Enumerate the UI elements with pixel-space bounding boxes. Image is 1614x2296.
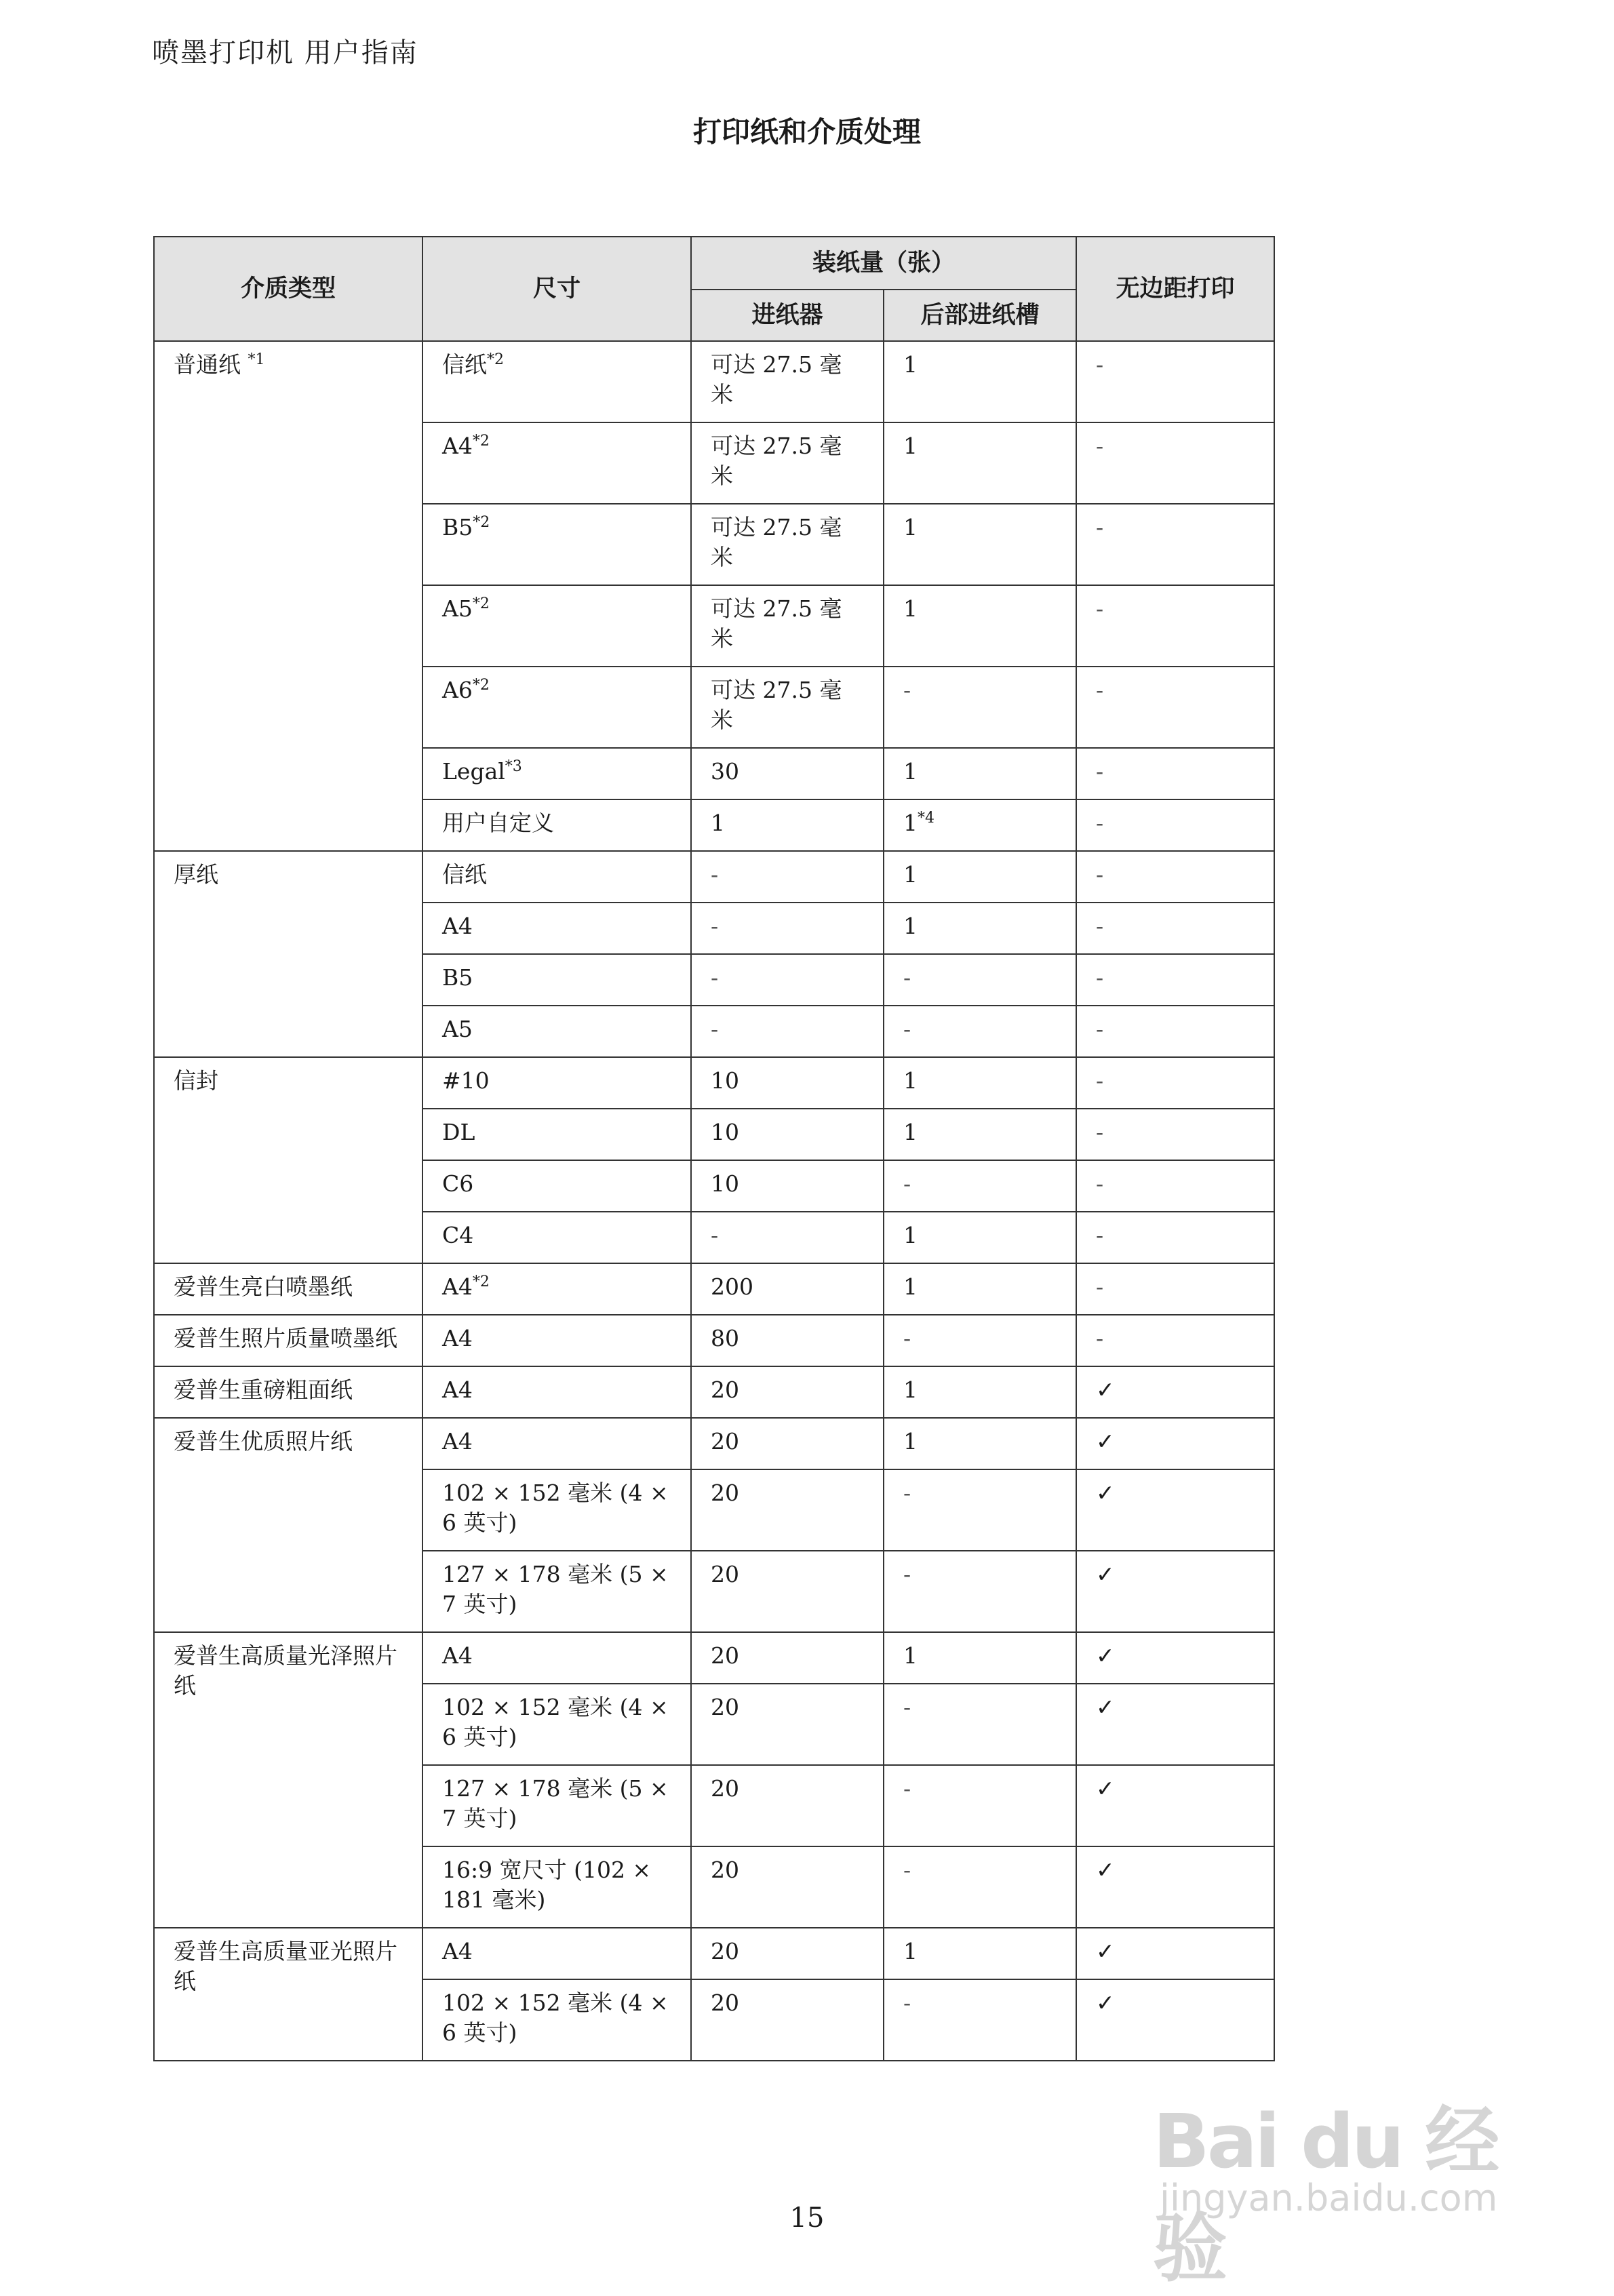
cell-media-type <box>154 1315 422 1366</box>
cell-borderless: - <box>1076 1212 1274 1263</box>
cell-rear-slot-capacity <box>884 1057 1076 1109</box>
rear-slot-text: 1 <box>903 433 918 459</box>
cell-size <box>422 1765 691 1846</box>
rear-slot-text: - <box>903 1857 911 1883</box>
cell-rear-slot-capacity <box>884 748 1076 799</box>
size-text: B5 <box>442 964 473 991</box>
cell-size <box>422 799 691 851</box>
cell-feeder-capacity: 可达 27.5 毫米 <box>691 341 884 422</box>
rear-slot-text: 1 <box>903 913 918 939</box>
cell-size <box>422 903 691 954</box>
cell-rear-slot-capacity <box>884 1632 1076 1684</box>
cell-borderless: - <box>1076 341 1274 422</box>
cell-feeder-capacity: 可达 27.5 毫米 <box>691 585 884 667</box>
borderless-check-icon: ✓ <box>1076 1846 1274 1928</box>
media-capacity-table <box>153 236 1275 2061</box>
size-text: 信纸 <box>442 351 487 378</box>
size-text: DL <box>442 1119 475 1145</box>
size-text: C4 <box>442 1222 474 1248</box>
cell-size <box>422 1979 691 2061</box>
borderless-check-icon: ✓ <box>1076 1469 1274 1551</box>
cell-borderless: - <box>1076 1109 1274 1160</box>
table-row <box>154 1366 1274 1418</box>
table-row <box>154 851 1274 903</box>
cell-size <box>422 422 691 504</box>
cell-borderless: - <box>1076 585 1274 667</box>
rear-slot-text: 1 <box>903 1119 918 1145</box>
col-header-borderless: 无边距打印 <box>1076 237 1274 341</box>
cell-size <box>422 1366 691 1418</box>
size-text: B5 <box>442 514 473 540</box>
table-row <box>154 341 1274 422</box>
cell-rear-slot-capacity <box>884 667 1076 748</box>
size-text: 信纸 <box>442 861 487 888</box>
size-text: A4 <box>442 1642 473 1669</box>
rear-slot-text: 1 <box>903 1428 918 1454</box>
rear-slot-text: 1 <box>903 351 918 378</box>
cell-borderless: - <box>1076 903 1274 954</box>
cell-size <box>422 1212 691 1263</box>
cell-rear-slot-capacity <box>884 903 1076 954</box>
table-row <box>154 1315 1274 1366</box>
borderless-check-icon: ✓ <box>1076 1632 1274 1684</box>
rear-slot-text: 1 <box>903 861 918 888</box>
table-header <box>154 237 1274 341</box>
rear-slot-text: 1 <box>903 1938 918 1964</box>
cell-feeder-capacity: 20 <box>691 1418 884 1469</box>
cell-borderless: - <box>1076 1263 1274 1315</box>
rear-slot-text: 1 <box>903 1222 918 1248</box>
cell-rear-slot-capacity <box>884 341 1076 422</box>
rear-slot-text: 1 <box>903 1273 918 1300</box>
cell-rear-slot-capacity <box>884 1469 1076 1551</box>
cell-media-type <box>154 1418 422 1632</box>
cell-feeder-capacity: 20 <box>691 1366 884 1418</box>
size-text: 102 × 152 毫米 (4 × 6 英寸) <box>442 1990 669 2046</box>
table-body <box>154 341 1274 2061</box>
size-text: 127 × 178 毫米 (5 × 7 英寸) <box>442 1561 669 1617</box>
cell-size <box>422 504 691 585</box>
cell-feeder-capacity: - <box>691 903 884 954</box>
section-title: 打印纸和介质处理 <box>692 115 921 149</box>
cell-size <box>422 341 691 422</box>
cell-borderless: - <box>1076 851 1274 903</box>
rear-slot-text: - <box>903 964 911 991</box>
cell-rear-slot-capacity <box>884 799 1076 851</box>
cell-feeder-capacity: 20 <box>691 1469 884 1551</box>
watermark-logo: Bai du 经验 <box>1153 2098 1497 2292</box>
cell-feeder-capacity: 1 <box>691 799 884 851</box>
cell-borderless: - <box>1076 748 1274 799</box>
document-header: 喷墨打印机 用户指南 <box>152 37 418 68</box>
media-type-text: 爱普生优质照片纸 <box>174 1428 353 1454</box>
table-row <box>154 1418 1274 1469</box>
cell-feeder-capacity: 10 <box>691 1057 884 1109</box>
cell-feeder-capacity: 30 <box>691 748 884 799</box>
cell-borderless: - <box>1076 799 1274 851</box>
size-text: A5 <box>442 595 473 622</box>
cell-borderless: - <box>1076 954 1274 1006</box>
cell-media-type <box>154 1057 422 1263</box>
cell-rear-slot-capacity <box>884 954 1076 1006</box>
borderless-check-icon: ✓ <box>1076 1684 1274 1765</box>
media-type-text: 爱普生亮白喷墨纸 <box>174 1273 353 1300</box>
cell-size <box>422 1418 691 1469</box>
cell-media-type <box>154 851 422 1057</box>
media-type-text: 普通纸 <box>174 351 241 378</box>
cell-feeder-capacity: 20 <box>691 1928 884 1979</box>
cell-size <box>422 1469 691 1551</box>
rear-slot-text: 1 <box>903 1377 918 1403</box>
rear-slot-text: - <box>903 1561 911 1587</box>
cell-size <box>422 748 691 799</box>
rear-slot-text: - <box>903 1325 911 1351</box>
rear-slot-text: - <box>903 677 911 703</box>
rear-slot-text: 1 <box>903 1067 918 1094</box>
footnote-marker: *2 <box>472 677 490 694</box>
table-row <box>154 1057 1274 1109</box>
cell-media-type <box>154 341 422 851</box>
size-text: 16:9 宽尺寸 (102 × 181 毫米) <box>442 1857 652 1913</box>
cell-size <box>422 1057 691 1109</box>
size-text: 102 × 152 毫米 (4 × 6 英寸) <box>442 1694 669 1750</box>
borderless-check-icon: ✓ <box>1076 1366 1274 1418</box>
footnote-marker: *2 <box>487 351 504 368</box>
table-row <box>154 1928 1274 1979</box>
rear-slot-text: - <box>903 1016 911 1042</box>
cell-media-type <box>154 1366 422 1418</box>
size-text: Legal <box>442 758 505 785</box>
cell-feeder-capacity: 可达 27.5 毫米 <box>691 504 884 585</box>
size-text: A4 <box>442 433 473 459</box>
cell-media-type <box>154 1928 422 2061</box>
borderless-check-icon: ✓ <box>1076 1551 1274 1632</box>
cell-feeder-capacity: 可达 27.5 毫米 <box>691 667 884 748</box>
cell-size <box>422 1846 691 1928</box>
cell-rear-slot-capacity <box>884 1684 1076 1765</box>
cell-rear-slot-capacity <box>884 1551 1076 1632</box>
cell-size <box>422 1263 691 1315</box>
table-row <box>154 1632 1274 1684</box>
rear-slot-text: 1 <box>903 810 918 836</box>
cell-rear-slot-capacity <box>884 1160 1076 1212</box>
rear-slot-text: - <box>903 1480 911 1506</box>
cell-borderless: - <box>1076 1057 1274 1109</box>
size-text: 102 × 152 毫米 (4 × 6 英寸) <box>442 1480 669 1536</box>
cell-feeder-capacity: 20 <box>691 1765 884 1846</box>
cell-feeder-capacity: 10 <box>691 1160 884 1212</box>
col-header-capacity: 装纸量（张） <box>691 237 1076 290</box>
cell-size <box>422 667 691 748</box>
borderless-check-icon: ✓ <box>1076 1979 1274 2061</box>
media-type-text: 爱普生高质量亚光照片纸 <box>174 1938 397 1994</box>
watermark-url: jingyan.baidu.com <box>1160 2177 1498 2219</box>
footnote-marker: *4 <box>918 810 934 827</box>
cell-rear-slot-capacity <box>884 1418 1076 1469</box>
page-number: 15 <box>789 2202 825 2234</box>
cell-rear-slot-capacity <box>884 1765 1076 1846</box>
cell-feeder-capacity: 可达 27.5 毫米 <box>691 422 884 504</box>
rear-slot-text: 1 <box>903 1642 918 1669</box>
rear-slot-text: 1 <box>903 514 918 540</box>
cell-borderless: - <box>1076 1160 1274 1212</box>
cell-size <box>422 1551 691 1632</box>
footnote-marker: *2 <box>472 433 490 450</box>
col-header-size: 尺寸 <box>422 237 691 341</box>
size-text: A4 <box>442 1325 473 1351</box>
cell-rear-slot-capacity <box>884 1846 1076 1928</box>
footnote-marker: *3 <box>505 758 522 775</box>
cell-rear-slot-capacity <box>884 504 1076 585</box>
rear-slot-text: - <box>903 1694 911 1720</box>
cell-size <box>422 851 691 903</box>
cell-size <box>422 1315 691 1366</box>
cell-rear-slot-capacity <box>884 1315 1076 1366</box>
cell-size <box>422 1109 691 1160</box>
cell-feeder-capacity: 200 <box>691 1263 884 1315</box>
cell-rear-slot-capacity <box>884 585 1076 667</box>
cell-rear-slot-capacity <box>884 1928 1076 1979</box>
cell-size <box>422 954 691 1006</box>
media-type-text: 厚纸 <box>174 861 218 888</box>
cell-borderless: - <box>1076 422 1274 504</box>
cell-borderless: - <box>1076 1315 1274 1366</box>
size-text: A4 <box>442 1273 473 1300</box>
table-row <box>154 1263 1274 1315</box>
cell-rear-slot-capacity <box>884 1006 1076 1057</box>
size-text: #10 <box>442 1067 490 1094</box>
media-type-text: 爱普生重磅粗面纸 <box>174 1377 353 1403</box>
rear-slot-text: 1 <box>903 758 918 785</box>
cell-feeder-capacity: - <box>691 954 884 1006</box>
size-text: A4 <box>442 1938 473 1964</box>
footnote-marker: *1 <box>248 351 265 368</box>
cell-media-type <box>154 1632 422 1928</box>
cell-size <box>422 1928 691 1979</box>
size-text: A5 <box>442 1016 473 1042</box>
cell-size <box>422 1006 691 1057</box>
size-text: 用户自定义 <box>442 810 554 836</box>
cell-size <box>422 585 691 667</box>
cell-rear-slot-capacity <box>884 1979 1076 2061</box>
footnote-marker: *2 <box>472 1273 490 1290</box>
cell-rear-slot-capacity <box>884 1366 1076 1418</box>
cell-feeder-capacity: 20 <box>691 1846 884 1928</box>
col-header-rear-slot: 后部进纸槽 <box>884 290 1076 341</box>
col-header-media-type: 介质类型 <box>154 237 422 341</box>
cell-rear-slot-capacity <box>884 1212 1076 1263</box>
size-text: C6 <box>442 1170 474 1197</box>
rear-slot-text: - <box>903 1775 911 1802</box>
cell-borderless: - <box>1076 504 1274 585</box>
cell-feeder-capacity: 10 <box>691 1109 884 1160</box>
rear-slot-text: - <box>903 1990 911 2016</box>
footnote-marker: *2 <box>472 595 490 612</box>
cell-feeder-capacity: - <box>691 1212 884 1263</box>
media-type-text: 爱普生照片质量喷墨纸 <box>174 1325 397 1351</box>
media-type-text: 信封 <box>174 1067 218 1094</box>
media-type-text: 爱普生高质量光泽照片纸 <box>174 1642 397 1699</box>
cell-size <box>422 1684 691 1765</box>
rear-slot-text: 1 <box>903 595 918 622</box>
cell-size <box>422 1632 691 1684</box>
size-text: A4 <box>442 913 473 939</box>
cell-feeder-capacity: - <box>691 1006 884 1057</box>
cell-borderless: - <box>1076 667 1274 748</box>
cell-feeder-capacity: 20 <box>691 1684 884 1765</box>
cell-rear-slot-capacity <box>884 1109 1076 1160</box>
size-text: A4 <box>442 1377 473 1403</box>
cell-feeder-capacity: - <box>691 851 884 903</box>
cell-borderless: - <box>1076 1006 1274 1057</box>
cell-feeder-capacity: 80 <box>691 1315 884 1366</box>
col-header-feeder: 进纸器 <box>691 290 884 341</box>
cell-rear-slot-capacity <box>884 1263 1076 1315</box>
cell-media-type <box>154 1263 422 1315</box>
cell-feeder-capacity: 20 <box>691 1979 884 2061</box>
cell-rear-slot-capacity <box>884 422 1076 504</box>
size-text: A4 <box>442 1428 473 1454</box>
cell-feeder-capacity: 20 <box>691 1632 884 1684</box>
size-text: A6 <box>442 677 473 703</box>
size-text: 127 × 178 毫米 (5 × 7 英寸) <box>442 1775 669 1832</box>
borderless-check-icon: ✓ <box>1076 1765 1274 1846</box>
rear-slot-text: - <box>903 1170 911 1197</box>
cell-feeder-capacity: 20 <box>691 1551 884 1632</box>
cell-rear-slot-capacity <box>884 851 1076 903</box>
watermark <box>1146 2075 1526 2292</box>
borderless-check-icon: ✓ <box>1076 1418 1274 1469</box>
footnote-marker: *2 <box>473 514 490 531</box>
cell-size <box>422 1160 691 1212</box>
borderless-check-icon: ✓ <box>1076 1928 1274 1979</box>
